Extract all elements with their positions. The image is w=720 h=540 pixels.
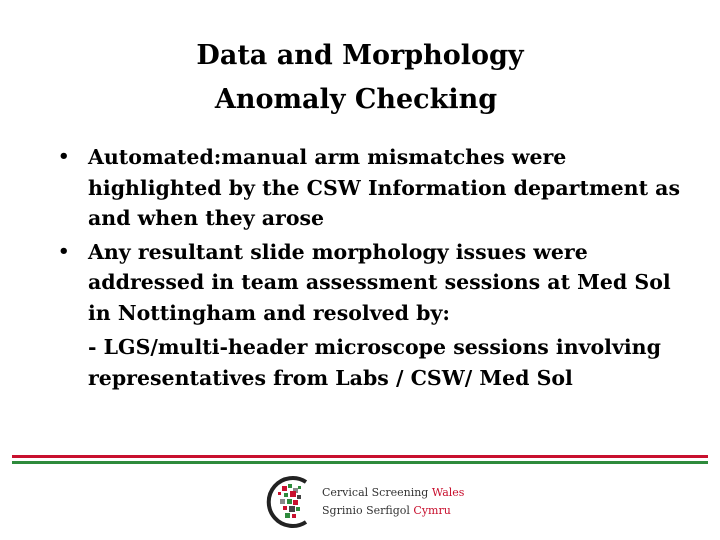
bullet-item-2	[58, 237, 698, 329]
logo-text	[322, 484, 464, 520]
bullet-item-1	[58, 142, 698, 234]
bullet-text-1: Automated:manual arm mismatches were highlighted by the CSW Information department as and when they arose	[88, 145, 681, 230]
logo-english-accent: Wales	[431, 486, 465, 499]
title-line-2: Anomaly Checking	[214, 84, 498, 115]
csw-logo-icon	[262, 472, 318, 532]
logo-welsh-main: Sgrinio Serfigol	[322, 504, 410, 517]
footer-rule-green	[12, 461, 708, 464]
slide-title	[0, 34, 720, 122]
csw-logo	[262, 472, 465, 532]
bullet-list	[58, 142, 698, 396]
bullet-icon: •	[58, 240, 70, 262]
sub-item	[58, 332, 698, 393]
logo-line-english	[322, 484, 464, 502]
bullet-icon: •	[58, 146, 70, 167]
bullet-text-2: Any resultant slide morphology issues were addressed in team assessment sessions at Med Sol in Nottingham and resolved by:	[88, 239, 671, 325]
sub-item-text: - LGS/multi-header microscope sessions involving representatives from Labs / CSW/ Med Sol	[88, 335, 661, 390]
logo-english-main: Cervical Screening	[322, 486, 429, 499]
footer-rules	[12, 455, 708, 467]
logo-welsh-accent: Cymru	[413, 504, 451, 517]
title-line-1: Data and Morphology	[196, 40, 524, 71]
logo-line-welsh	[322, 502, 464, 520]
footer-rule-red	[12, 455, 708, 458]
